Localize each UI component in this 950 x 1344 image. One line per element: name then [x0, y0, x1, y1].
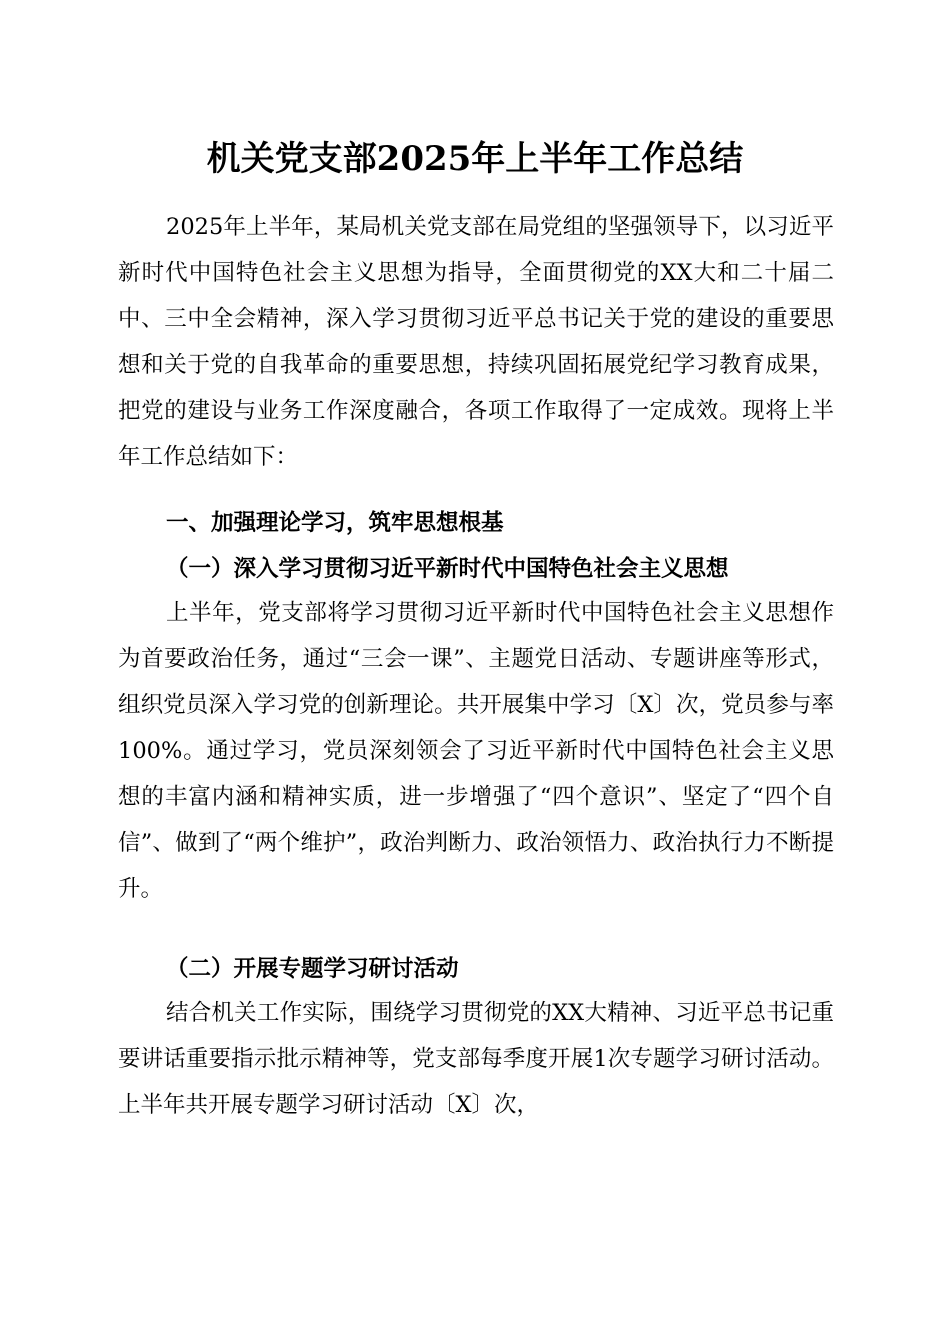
section-heading-1: 一、加强理论学习，筑牢思想根基 [166, 510, 504, 536]
document-title: 机关党支部2025年上半年工作总结 [206, 139, 744, 179]
subsection-heading-1: （一）深入学习贯彻习近平新时代中国特色社会主义思想 [166, 556, 729, 582]
intro-paragraph: 2025年上半年，某局机关党支部在局党组的坚强领导下，以习近平新时代中国特色社会主义思想为指导，全面贯彻党的XX大和二十届二中、三中全会精神，深入学习贯彻习近平总书记关于党的建设的重要思想和关于党的自我革命的重要思想，持续巩固拓展党纪学习教育成果，把党的建设与业务工作深度融合，各项工作取得了一定成效。现将上半年工作总结如下： [118, 214, 834, 470]
subsection-1-paragraph: 上半年，党支部将学习贯彻习近平新时代中国特色社会主义思想作为首要政治任务，通过“三会一课”、主题党日活动、专题讲座等形式，组织党员深入学习党的创新理论。共开展集中学习〔X〕次，党员参与率100%。通过学习，党员深刻领会了习近平新时代中国特色社会主义思想的丰富内涵和精神实质，进一步增强了“四个意识”、坚定了“四个自信”、做到了“两个维护”，政治判断力、政治领悟力、政治执行力不断提升。 [118, 600, 834, 902]
subsection-2-paragraph: 结合机关工作实际，围绕学习贯彻党的XX大精神、习近平总书记重要讲话重要指示批示精神等，党支部每季度开展1次专题学习研讨活动。上半年共开展专题学习研讨活动〔X〕次， [118, 1000, 834, 1118]
subsection-heading-2: （二）开展专题学习研讨活动 [166, 956, 459, 982]
